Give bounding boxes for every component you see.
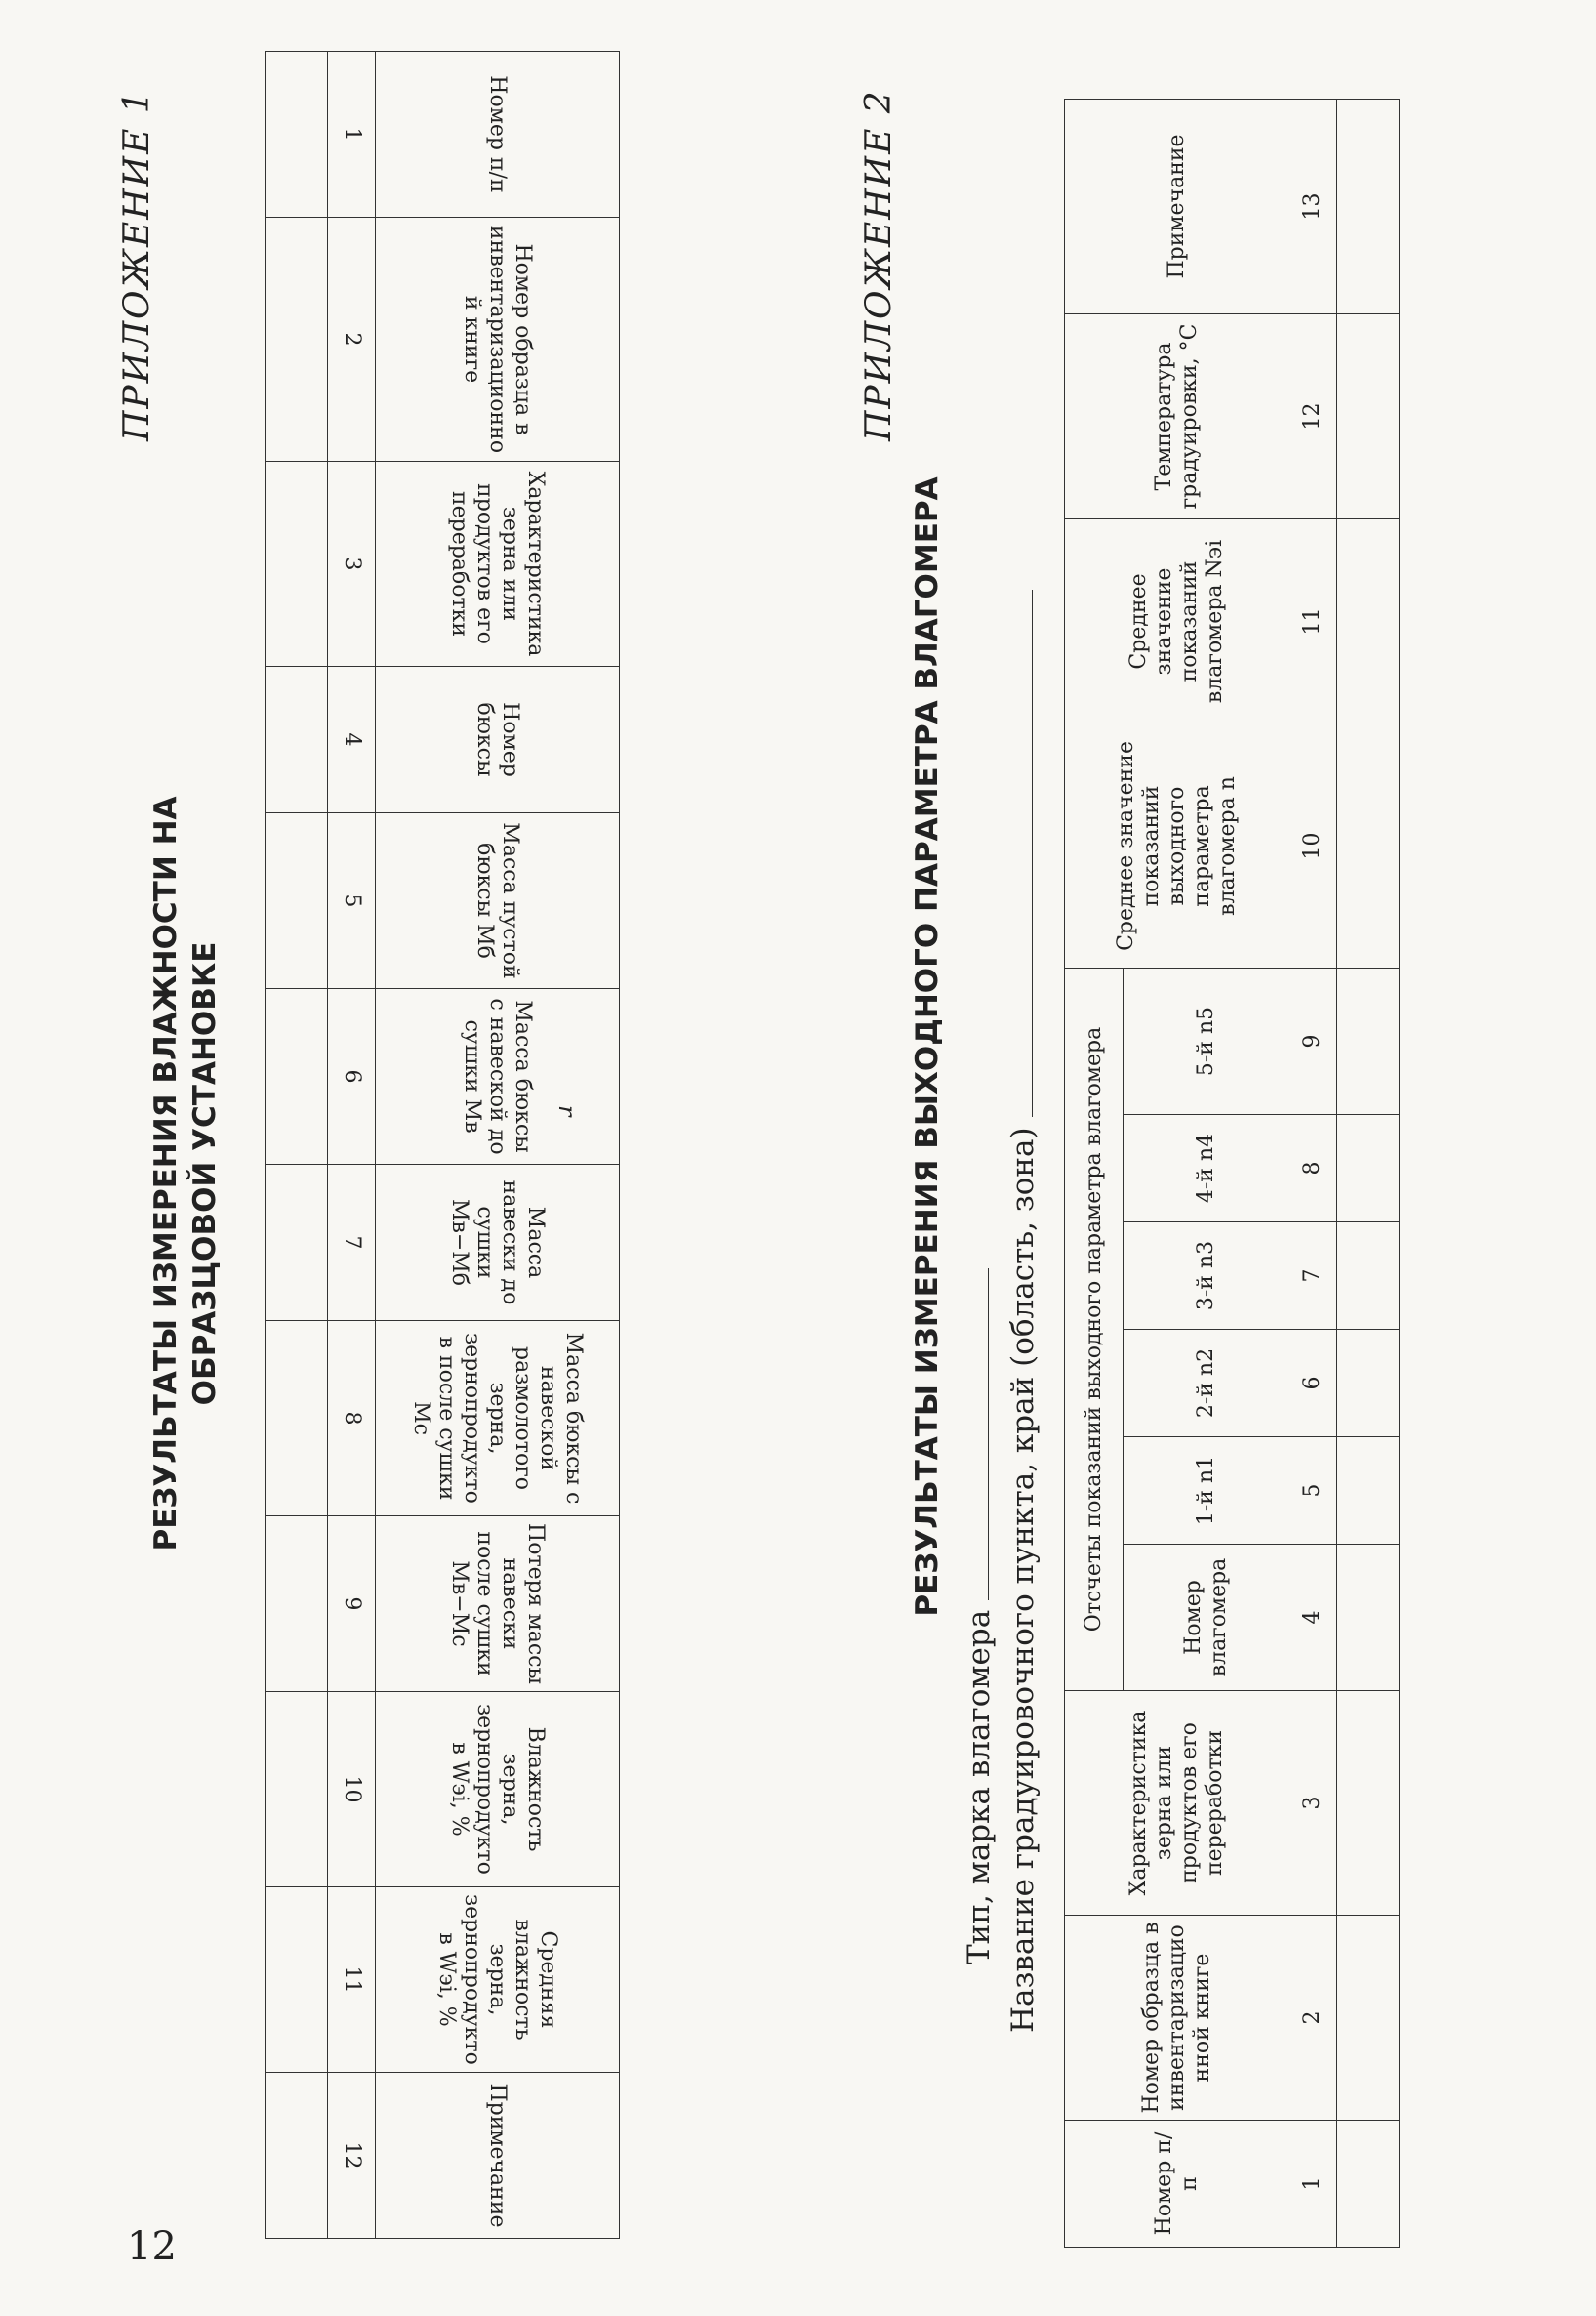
a2-n9: 9 xyxy=(1289,968,1337,1114)
a2-h10: Среднее значение показаний выходного параметра влагомера n xyxy=(1065,724,1289,968)
a2-number-row xyxy=(1289,99,1337,2247)
a1-h5: Масса пустой бюксы Mб xyxy=(376,813,620,989)
a2-e13 xyxy=(1337,99,1400,313)
appendix1-header-row xyxy=(376,52,620,2239)
a1-h8: Масса бюксы с навеской размолотого зерна, зернопродуктов после сушки Mс xyxy=(376,1321,620,1516)
a2-n11: 11 xyxy=(1289,518,1337,724)
a2-e4 xyxy=(1337,1545,1400,1691)
a2-h4: Номер влагомера xyxy=(1124,1545,1289,1691)
a2-n10: 10 xyxy=(1289,724,1337,968)
a1-e12 xyxy=(266,2073,328,2239)
a2-h13: Примечание xyxy=(1065,99,1289,313)
a1-e10 xyxy=(266,1692,328,1887)
field-point-label: Название градуировочного пункта, край (область, зона) xyxy=(1005,1127,1041,2033)
a2-h1: Номер п/п xyxy=(1065,2121,1289,2248)
a2-n7: 7 xyxy=(1289,1222,1337,1330)
a2-hgroup: Отсчеты показаний выходного параметра влагомера xyxy=(1065,968,1124,1690)
a1-n7: 7 xyxy=(328,1165,376,1321)
a2-e12 xyxy=(1337,313,1400,518)
a2-h3: Характеристика зерна или продуктов его переработки xyxy=(1065,1691,1289,1916)
a1-n2: 2 xyxy=(328,218,376,462)
appendix1-label: ПРИЛОЖЕНИЕ 1 xyxy=(117,89,157,441)
a2-e10 xyxy=(1337,724,1400,968)
field-type-line xyxy=(962,1268,989,1600)
a1-e9 xyxy=(266,1516,328,1692)
appendix1-number-row xyxy=(328,52,376,2239)
a1-n6: 6 xyxy=(328,989,376,1165)
a1-h4: Номер бюксы xyxy=(376,667,620,813)
a1-n10: 10 xyxy=(328,1692,376,1887)
a2-empty-row xyxy=(1337,99,1400,2247)
appendix1-title xyxy=(146,637,225,1711)
a2-e6 xyxy=(1337,1330,1400,1437)
appendix2-table xyxy=(1064,99,1400,2248)
appendix1-table-area xyxy=(249,51,620,2238)
a1-n12: 12 xyxy=(328,2073,376,2239)
a2-n8: 8 xyxy=(1289,1115,1337,1222)
a2-h12: Температура градуировки, °С xyxy=(1065,313,1289,518)
a1-n11: 11 xyxy=(328,1887,376,2073)
a2-e8 xyxy=(1337,1115,1400,1222)
a2-e7 xyxy=(1337,1222,1400,1330)
a2-n5: 5 xyxy=(1289,1437,1337,1545)
a1-h6: Масса бюксы с навеской до сушки Mв xyxy=(376,989,620,1165)
a2-h7: 3-й n3 xyxy=(1124,1222,1289,1330)
a2-e1 xyxy=(1337,2121,1400,2248)
a2-e5 xyxy=(1337,1437,1400,1545)
a2-n12: 12 xyxy=(1289,313,1337,518)
a2-n4: 4 xyxy=(1289,1545,1337,1691)
a1-e6 xyxy=(266,989,328,1165)
a2-h2: Номер образца в инвентаризационной книге xyxy=(1065,1916,1289,2121)
appendix2-title: РЕЗУЛЬТАТЫ ИЗМЕРЕНИЯ ВЫХОДНОГО ПАРАМЕТРА ВЛАГОМЕРА xyxy=(910,476,945,1617)
a2-h5: 1-й n1 xyxy=(1124,1437,1289,1545)
a2-n1: 1 xyxy=(1289,2121,1337,2248)
a2-h11: Среднее значение показаний влагомера Nэi xyxy=(1065,518,1289,724)
a1-h7: Масса навески до сушки Mв−Mб xyxy=(376,1165,620,1321)
a2-h6: 2-й n2 xyxy=(1124,1330,1289,1437)
a1-h2: Номер образца в инвентаризационной книге xyxy=(376,218,620,462)
a1-e1 xyxy=(266,52,328,218)
a1-mid-mark: r xyxy=(553,1105,581,1117)
a1-n9: 9 xyxy=(328,1516,376,1692)
a1-n3: 3 xyxy=(328,462,376,667)
a1-h11: Средняя влажность зерна, зернопродуктов Wэi, % xyxy=(376,1887,620,2073)
a2-n3: 3 xyxy=(1289,1691,1337,1916)
page-number: 12 xyxy=(127,2224,177,2269)
a1-e8 xyxy=(266,1321,328,1516)
a2-n6: 6 xyxy=(1289,1330,1337,1437)
a1-n5: 5 xyxy=(328,813,376,989)
a1-h3: Характеристика зерна или продуктов его переработки xyxy=(376,462,620,667)
a1-e4 xyxy=(266,667,328,813)
a1-n4: 4 xyxy=(328,667,376,813)
a2-e2 xyxy=(1337,1916,1400,2121)
a1-h1: Номер п/п xyxy=(376,52,620,218)
a1-e7 xyxy=(266,1165,328,1321)
a1-h10: Влажность зерна, зернопродуктов Wэi, % xyxy=(376,1692,620,1887)
field-point-line xyxy=(1006,591,1033,1118)
a2-h8: 4-й n4 xyxy=(1124,1115,1289,1222)
field-point xyxy=(1005,591,1041,2034)
appendix1-title-line1: РЕЗУЛЬТАТЫ ИЗМЕРЕНИЯ ВЛАЖНОСТИ НА xyxy=(148,796,184,1551)
a2-e11 xyxy=(1337,518,1400,724)
a1-e3 xyxy=(266,462,328,667)
appendix2-label: ПРИЛОЖЕНИЕ 2 xyxy=(859,89,899,441)
appendix1-table-flipped xyxy=(249,51,620,2238)
appendix1-title-line2: ОБРАЗЦОВОЙ УСТАНОВКЕ xyxy=(187,941,223,1406)
appendix1-empty-row xyxy=(266,52,328,2239)
a1-h12: Примечание xyxy=(376,2073,620,2239)
a2-n2: 2 xyxy=(1289,1916,1337,2121)
a2-n13: 13 xyxy=(1289,99,1337,313)
a2-h9: 5-й n5 xyxy=(1124,968,1289,1114)
appendix1-table xyxy=(265,51,620,2239)
a1-h9: Потеря массы навески после сушки Mв−Mс xyxy=(376,1516,620,1692)
a1-e5 xyxy=(266,813,328,989)
a1-n1: 1 xyxy=(328,52,376,218)
field-type-label: Тип, марка влагомера xyxy=(962,1609,997,1964)
a1-n8: 8 xyxy=(328,1321,376,1516)
a1-e2 xyxy=(266,218,328,462)
a2-header-row1 xyxy=(1065,99,1124,2247)
field-type xyxy=(962,1268,997,1964)
a2-e9 xyxy=(1337,968,1400,1114)
a1-e11 xyxy=(266,1887,328,2073)
a2-e3 xyxy=(1337,1691,1400,1916)
